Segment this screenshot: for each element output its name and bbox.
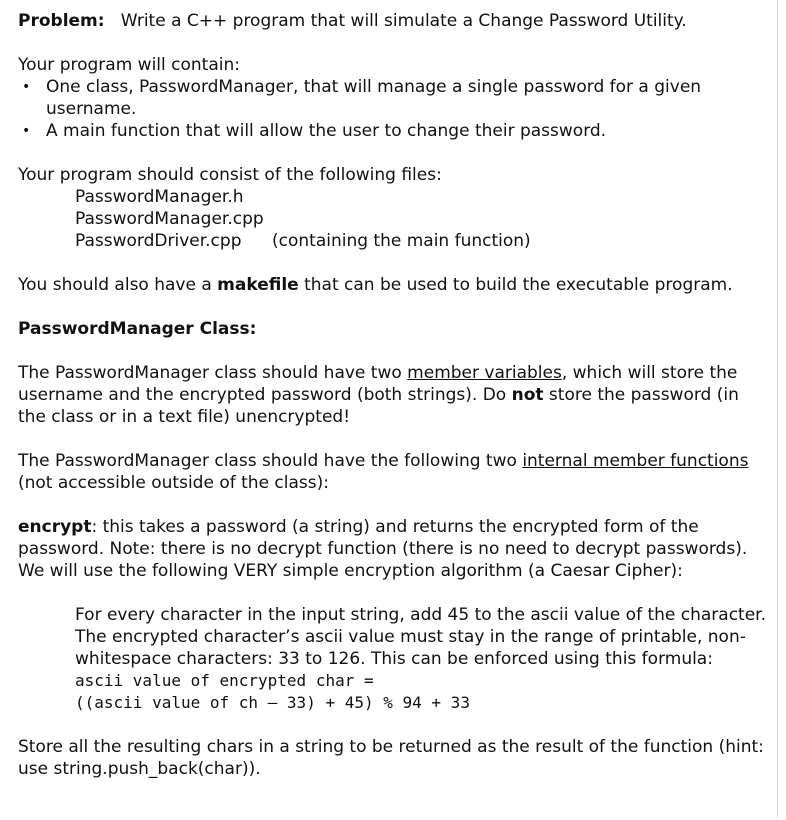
bullet-icon: • xyxy=(22,123,31,139)
contains-list xyxy=(18,76,768,142)
makefile-term: makefile xyxy=(217,275,299,295)
encrypt-paragraph: encrypt: this takes a password (a string) and returns the encrypted form of the password. Note: there is no decrypt function (there is no need to decrypt passwords). We will use the following VERY simple encryption algorithm (a Caesar Cipher): xyxy=(18,517,748,581)
algorithm-text: For every character in the input string, add 45 to the ascii value of the character. The encrypted character’s ascii value must stay in the range of printable, non-whitespace characters: 33 to 126. This can be enforced using this formula: xyxy=(75,605,767,669)
file-item: PasswordDriver.cpp (containing the main function) xyxy=(75,231,531,251)
formula-line-1: ascii value of encrypted char = xyxy=(75,671,374,690)
encrypt-label: encrypt xyxy=(18,517,92,537)
formula-line-2: ((ascii value of ch – 33) + 45) % 94 + 33 xyxy=(75,693,470,712)
files-list xyxy=(18,186,768,252)
list-item: • One class, PasswordManager, that will manage a single password for a given username. xyxy=(22,77,702,119)
problem-statement xyxy=(18,10,768,32)
not-emphasis: not xyxy=(511,385,544,405)
class-heading: PasswordManager Class: xyxy=(18,319,257,339)
contains-intro: Your program will contain: xyxy=(18,55,240,75)
problem-label: Problem: xyxy=(18,11,105,31)
file-note: (containing the main function) xyxy=(272,231,531,251)
problem-text: Write a C++ program that will simulate a Change Password Utility. xyxy=(120,11,687,31)
makefile-paragraph: You should also have a makefile that can be used to build the executable program. xyxy=(18,275,733,295)
internal-functions-term: internal member functions xyxy=(522,451,749,471)
member-variables-term: member variables xyxy=(407,363,562,383)
file-item: PasswordManager.h xyxy=(75,187,244,207)
members-paragraph: The PasswordManager class should have two member variables, which will store the username and the encrypted password (both strings). Do not store the password (in the class or in a text file) unencrypted! xyxy=(18,363,739,427)
internal-paragraph: The PasswordManager class should have the following two internal member functions (not accessible outside of the class): xyxy=(18,451,749,493)
document-body xyxy=(18,10,768,780)
algorithm-block xyxy=(18,604,768,714)
store-paragraph: Store all the resulting chars in a string to be returned as the result of the function (hint: use string.push_back(char)). xyxy=(18,737,764,779)
files-intro: Your program should consist of the following files: xyxy=(18,165,442,185)
file-item: PasswordManager.cpp xyxy=(75,209,264,229)
list-item: • A main function that will allow the user to change their password. xyxy=(22,121,607,141)
bullet-icon: • xyxy=(22,79,31,95)
